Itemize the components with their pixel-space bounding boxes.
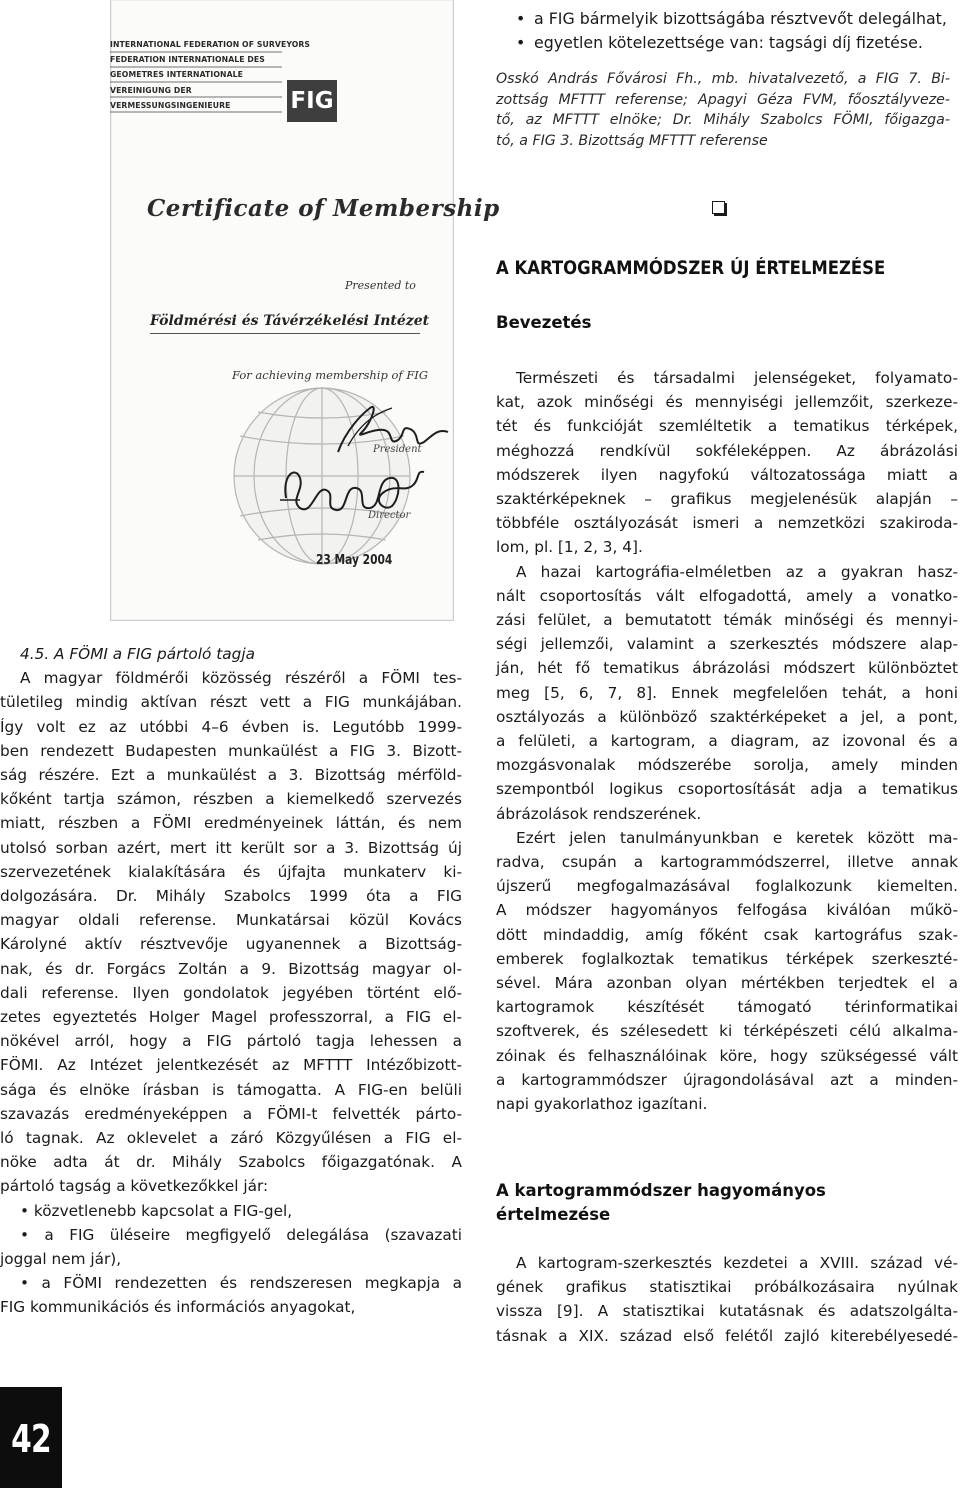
text-line: Ezért jelen tanulmányunkban e keretek között ma- [516, 828, 958, 847]
text-line: szoftverek, és szélesedett ki térképészeti célú alkalma- [496, 1022, 958, 1041]
traditional-heading: A kartogrammódszer hagyományos értelmezése [496, 1181, 826, 1224]
page-number [0, 1387, 62, 1488]
end-mark-icon [712, 201, 725, 214]
text-line: ló tagnak. Az oklevelet a záró Közgyűlésen a FIG el- [0, 1129, 462, 1148]
traditional-body [496, 1251, 958, 1348]
globe-icon [234, 388, 410, 564]
text-line: mozgásvonalak módszerébe sorolja, amely minden [496, 756, 958, 775]
list-item: • egyetlen kötelezettsége van: tagsági díj fizetése. [516, 31, 944, 55]
text-line: FÖMI. Az Intézet jelentkezését az MFTTT Intézőbizott- [0, 1056, 462, 1075]
text-line: A magyar földmérői közösség részéről a FÖMI tes- [20, 669, 462, 688]
text-line: • közvetlenebb kapcsolat a FIG-gel, [20, 1201, 293, 1220]
text-line: kat, azok minőségi és mennyiségi jellemzőit, szerkeze- [496, 393, 958, 412]
text-line: emberek foglalkoztak tematikus térképek szerkeszté- [496, 949, 958, 968]
text-line: szervezetének kialakítására és újfajta munkaterv ki- [0, 862, 462, 881]
fomi-section-body [0, 666, 462, 1319]
text-line: magyar oldali referense. Munkatársai közül Kovács [0, 911, 462, 930]
text-line: kartogramok készítését támogató térinformatikai [496, 998, 958, 1017]
fig-logo: FIG [287, 80, 337, 122]
text-line: ság részére. Ezt a munkaülést a 3. Bizottság mérföld- [0, 766, 462, 785]
text-line: ségi jellemzői, valamint a szerkesztés módszere alap- [496, 635, 958, 654]
text-line: nöke adta át dr. Mihály Szabolcs főigazgatónak. A [0, 1153, 462, 1172]
text-line: FIG kommunikációs és információs anyagokat, [0, 1298, 356, 1317]
text-line: Így volt ez az utóbbi 4–6 évben is. Legutóbb 1999- [0, 717, 462, 736]
text-line: zási felület, a bemutatott témák minőségi és mennyi- [496, 611, 958, 630]
text-line: Károlyné aktív résztvevője ugyanennek a Bizottság- [0, 935, 462, 954]
article-title: A KARTOGRAMMÓDSZER ÚJ ÉRTELMEZÉSE [496, 258, 886, 279]
certificate-date: 23 May 2004 [316, 553, 393, 568]
text-line: nökével arról, hogy a FIG pártoló tagja lehessen a [0, 1032, 462, 1051]
text-line: nált csoportosítás vált elfogadottá, amely a vonatko- [496, 586, 958, 605]
text-line: A kartogram-szerkesztés kezdetei a XVIII. század vé- [516, 1254, 958, 1272]
text-line: zetes egyeztetés Holger Magel professzorral, a FIG el- [0, 1008, 462, 1027]
text-line: szaktérképeknek – grafikus megjelenésük alapján – [496, 490, 958, 509]
text-line: tületileg mindig aktívan részt vett a FIG munkájában. [0, 693, 462, 712]
certificate-org-name: INTERNATIONAL FEDERATION OF SURVEYORS FEDERATION INTERNATIONALE DES GEOMETRES INTERNATIONALE VEREINIGUNG DER VERMESSUNGSINGENIEURE [110, 39, 311, 110]
certificate-president-label: President [373, 444, 422, 455]
text-line: többféle osztályozását ismeri a nemzetközi szakiroda- [496, 514, 958, 533]
text-line: szavazás eredményeképpen a FÖMI-t felvették párto- [0, 1104, 462, 1123]
text-line: dött mindaddig, amíg főként csak kartográfus szak- [496, 925, 958, 944]
certificate-director-label: Director [368, 510, 411, 521]
text-line: dali referense. Ilyen gondolatok jegyében történt elő- [0, 983, 462, 1002]
text-line: ján, hét fő tematikus ábrázolási módszert különböztet [496, 659, 958, 678]
text-line: a kartogrammódszer újragondolásával azt a minden- [496, 1070, 958, 1089]
text-line: • a FIG üléseire megfigyelő delegálása (szavazati [20, 1225, 462, 1244]
intro-body [496, 366, 958, 1116]
text-line: kőként tartja számon, részben a kiemelkedő szervezés [0, 790, 462, 809]
text-line: ben rendezett Budapesten munkaülést a FIG 3. Bizott- [0, 741, 462, 760]
text-line: radva, csupán a kartogrammódszerrel, illetve annak [496, 853, 958, 872]
list-item: • a FIG bármelyik bizottságába résztvevőt delegálhat, [516, 7, 944, 31]
text-line: nak, és dr. Forgács Zoltán a 9. Bizottság magyar ol- [0, 959, 462, 978]
fomi-section [0, 642, 462, 1320]
certificate-presented-to: Presented to [345, 279, 416, 292]
text-line: pártoló tagság a következőkkel jár: [0, 1177, 269, 1196]
page-number-label: 42 [11, 1417, 51, 1461]
fomi-section-heading: 4.5. A FÖMI a FIG pártoló tagja [20, 645, 255, 663]
text-line: sével. Mára azonban olyan mértékben terjedtek el a [496, 974, 958, 993]
text-line: • a FÖMI rendezetten és rendszeresen megkapja a [20, 1274, 462, 1293]
text-line: utolsó sorban azért, mert itt került sor a 3. Bizottság új [0, 838, 462, 857]
certificate-recipient: Földmérési és Távérzékelési Intézet [150, 313, 420, 334]
text-line: miatt, részben a FÖMI eredményeinek láttán, és nem [0, 814, 462, 833]
text-line: joggal nem jár), [0, 1250, 122, 1269]
text-line: zóinak és felhasználóinak köre, hogy szükségessé vált [496, 1046, 958, 1065]
intro-heading: Bevezetés [496, 313, 592, 332]
text-line: A hazai kartográfia-elméletben az a gyakran hasz- [516, 562, 958, 581]
certificate-title: Certificate of Membership [147, 195, 500, 222]
text-line: napi gyakorlathoz igazítani. [496, 1095, 708, 1114]
text-line: A módszer hagyományos felfogása kiválóan műkö- [496, 901, 958, 920]
text-line: lom, pl. [1, 2, 3, 4]. [496, 538, 643, 557]
text-line: Természeti és társadalmi jelenségeket, folyamato- [516, 369, 958, 387]
text-line: meg [5, 6, 7, 8]. Ennek megfelelően tehát, a honi [496, 683, 958, 702]
text-line: vissza [9]. A statisztikai kutatásnak és adatszolgálta- [496, 1302, 958, 1321]
text-line: dolgozására. Dr. Mihály Szabolcs 1999 óta a FIG [0, 887, 462, 906]
text-line: gének grafikus statisztikai próbálkozásaira nyúlnak [496, 1278, 958, 1297]
text-line: módszerek ilyen nagyfokú változatossága miatt a [496, 465, 958, 484]
text-line: ábrázolások rendszerének. [496, 804, 702, 823]
top-bullet-list [516, 7, 947, 55]
text-line: tét és funkcióját szemléltetik a tematikus térképek, [496, 417, 958, 436]
certificate-achieving: For achieving membership of FIG [232, 368, 429, 382]
text-line: tásnak a XIX. század első felétől zajló kiterebélyesedé- [496, 1326, 958, 1345]
text-line: sága és elnöke írásban is támogatta. A FIG-en belüli [0, 1080, 462, 1099]
text-line: szempontból logikus csoportosítását adja a tematikus [496, 780, 958, 799]
text-line: újszerű megfogalmazásával foglalkozunk kiemelten. [496, 877, 958, 896]
text-line: a felületi, a kartogram, a diagram, az izovonal és a [496, 732, 958, 751]
text-line: méghozzá rendkívül sokféleképpen. Az ábrázolási [496, 441, 958, 460]
author-credits: Osskó András Fővárosi Fh., mb. hivatalvezető, a FIG 7. Bi- zottság MFTTT referense; Apagyi Géza FVM, főosztályveze- tő, az MFTTT elnöke; Dr. Mihály Szabolcs FÖMI, főigazga- tó, a FIG 3. Bizottság MFTTT referense [496, 71, 950, 149]
text-line: osztályozás a különböző szaktérképeket a jel, a pont, [496, 707, 958, 726]
